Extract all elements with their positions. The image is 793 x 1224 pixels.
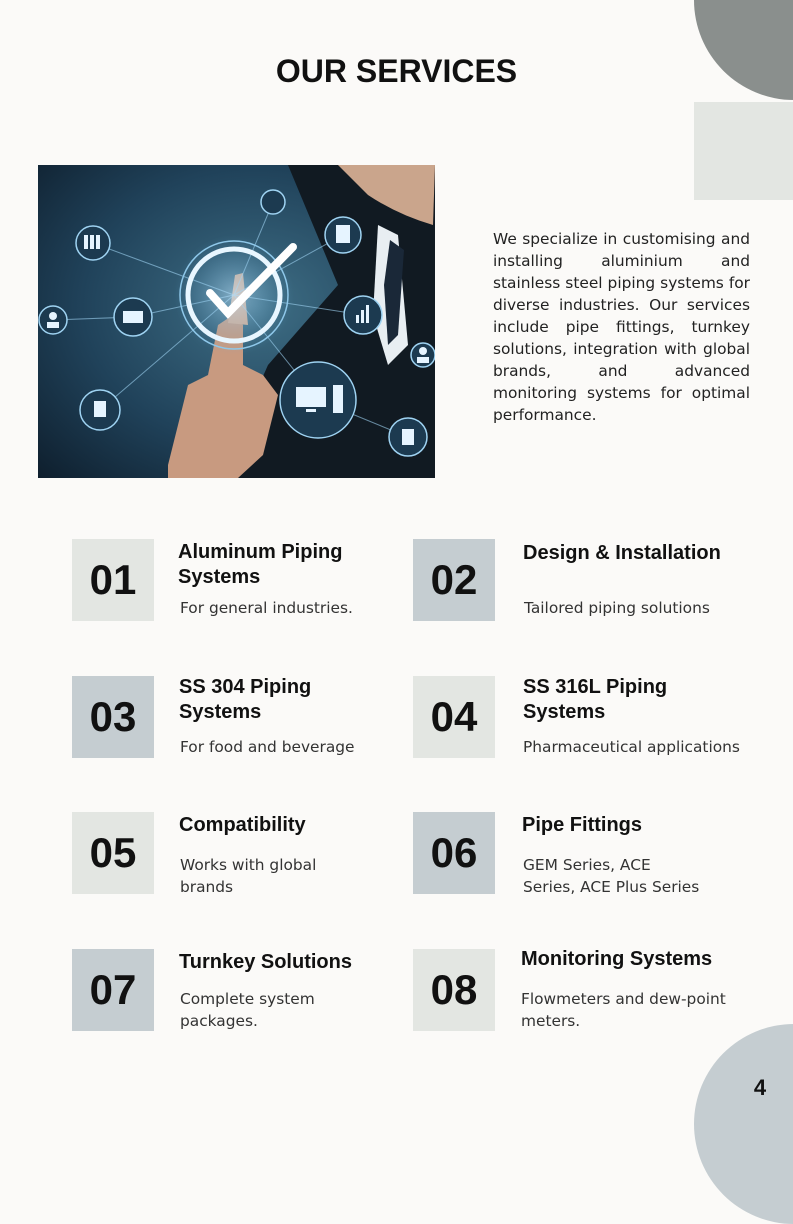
- decorative-square-top-right: [694, 102, 793, 200]
- page-number: 4: [753, 1075, 767, 1100]
- service-number-box: 05: [72, 812, 154, 894]
- service-description-line: For food and beverage: [180, 738, 355, 756]
- service-description-line: GEM Series, ACE: [523, 856, 651, 874]
- service-title: [179, 675, 379, 725]
- service-number-box: 07: [72, 949, 154, 1031]
- service-description: [523, 854, 699, 898]
- decorative-circle-bottom-right: [694, 1024, 793, 1224]
- service-description: [180, 597, 353, 619]
- service-description-line: Tailored piping solutions: [524, 599, 710, 617]
- hero-image: [38, 165, 435, 478]
- service-number-box: 06: [413, 812, 495, 894]
- service-title-line: SS 304 Piping: [179, 676, 312, 698]
- intro-paragraph: We specialize in customising and installing aluminium and stainless steel piping systems for diverse industries. Our services include pipe fittings, turnkey solutions, integration with global brands, and advanced monitoring systems for optimal performance.: [493, 230, 750, 424]
- service-number-box: 08: [413, 949, 495, 1031]
- service-title-line: Systems: [523, 701, 606, 723]
- service-description-line: Pharmaceutical applications: [523, 738, 740, 756]
- service-title: [179, 950, 379, 975]
- service-description: [180, 854, 316, 898]
- service-title-line: Pipe Fittings: [522, 814, 642, 836]
- service-description-line: For general industries.: [180, 599, 353, 617]
- service-description-line: Works with global: [180, 856, 317, 874]
- service-title-line: Systems: [179, 701, 262, 723]
- service-description-line: brands: [180, 878, 234, 896]
- service-title-line: Systems: [178, 566, 261, 588]
- service-description: [521, 988, 726, 1032]
- service-description-line: Flowmeters and dew-point: [521, 990, 726, 1008]
- service-number-box: 01: [72, 539, 154, 621]
- page-title: OUR SERVICES: [275, 53, 518, 89]
- service-title: [523, 675, 763, 725]
- service-description: [180, 988, 315, 1032]
- service-description-line: Series, ACE Plus Series: [523, 878, 700, 896]
- service-title: [521, 947, 761, 972]
- service-description-line: meters.: [521, 1012, 581, 1030]
- service-description-line: packages.: [180, 1012, 258, 1030]
- service-description-line: Complete system: [180, 990, 315, 1008]
- service-title-line: Compatibility: [179, 814, 306, 836]
- service-title-line: Turnkey Solutions: [179, 951, 352, 973]
- service-title-line: SS 316L Piping: [523, 676, 668, 698]
- service-description: [524, 597, 710, 619]
- service-title-line: Aluminum Piping: [178, 541, 343, 563]
- service-title: [523, 541, 763, 566]
- service-number-box: 03: [72, 676, 154, 758]
- service-number-box: 02: [413, 539, 495, 621]
- service-title-line: Monitoring Systems: [521, 948, 713, 970]
- service-description: [180, 736, 355, 758]
- service-number-box: 04: [413, 676, 495, 758]
- service-title-line: Design & Installation: [523, 542, 721, 564]
- service-title: [179, 813, 379, 838]
- service-title: [178, 540, 378, 590]
- service-description: [523, 736, 740, 758]
- service-title: [522, 813, 762, 838]
